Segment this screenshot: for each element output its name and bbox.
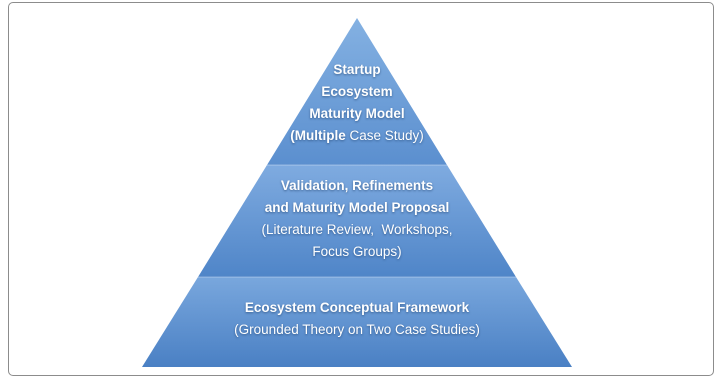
tier-top-line-2: Ecosystem	[321, 84, 393, 99]
tier-bottom-line-1: Ecosystem Conceptual Framework	[244, 300, 470, 315]
tier-middle-text	[207, 175, 507, 263]
tier-top-line-3: Maturity Model	[309, 106, 405, 121]
tier-middle-line-4: Focus Groups)	[312, 244, 402, 259]
tier-top-line-4	[257, 125, 457, 147]
tier-top-line-1: Startup	[333, 62, 381, 77]
tier-bottom-text	[182, 297, 532, 341]
tier-top-line-4-normal: Case Study)	[345, 128, 424, 143]
tier-top-text	[257, 59, 457, 147]
tier-middle-line-3: (Literature Review, Workshops,	[261, 222, 453, 237]
tier-middle-line-2: and Maturity Model Proposal	[264, 200, 450, 215]
tier-bottom-line-2: (Grounded Theory on Two Case Studies)	[234, 322, 480, 337]
tier-top-line-4-bold: (Multiple	[290, 128, 346, 143]
tier-middle-line-1: Validation, Refinements	[280, 178, 434, 193]
